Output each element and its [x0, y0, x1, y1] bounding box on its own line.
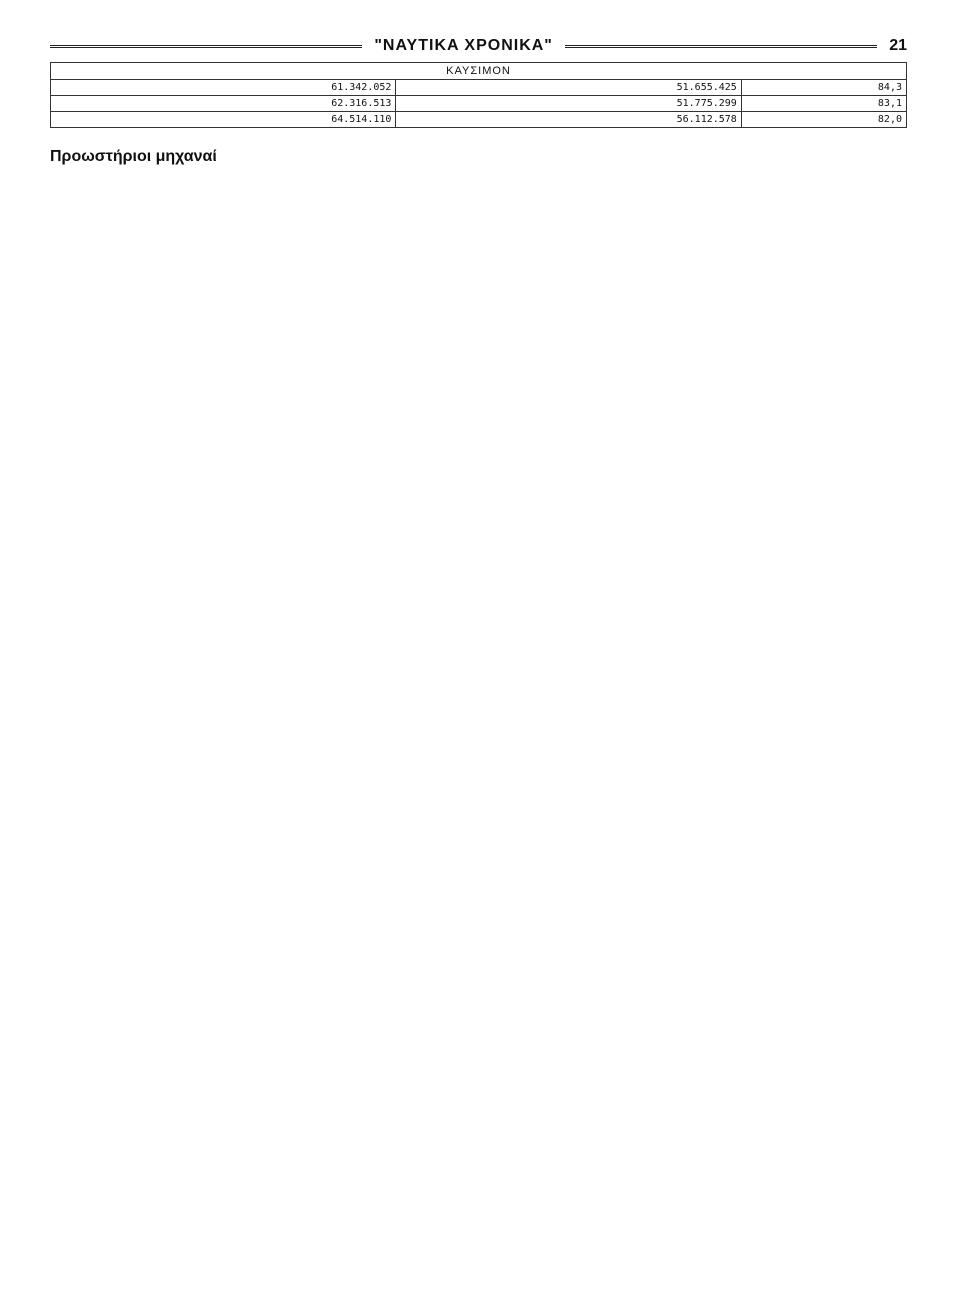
- masthead: "NAYTIKA XPONIKA": [374, 37, 553, 54]
- section-title: Προωστήριοι μηχαναί: [50, 148, 217, 165]
- page-header: [50, 30, 907, 62]
- table-row: 61.342.052 51.655.425 84,3: [51, 80, 907, 96]
- fuel-heading: KAYΣIMON: [51, 63, 907, 80]
- page-number: 21: [889, 37, 908, 54]
- header-rule-left: [50, 45, 362, 48]
- header-rule-right: [565, 45, 877, 48]
- fleet-fuel-table: [50, 62, 907, 128]
- table-row: 64.514.110 56.112.578 82,0: [51, 112, 907, 128]
- table-row: 62.316.513 51.775.299 83,1: [51, 96, 907, 112]
